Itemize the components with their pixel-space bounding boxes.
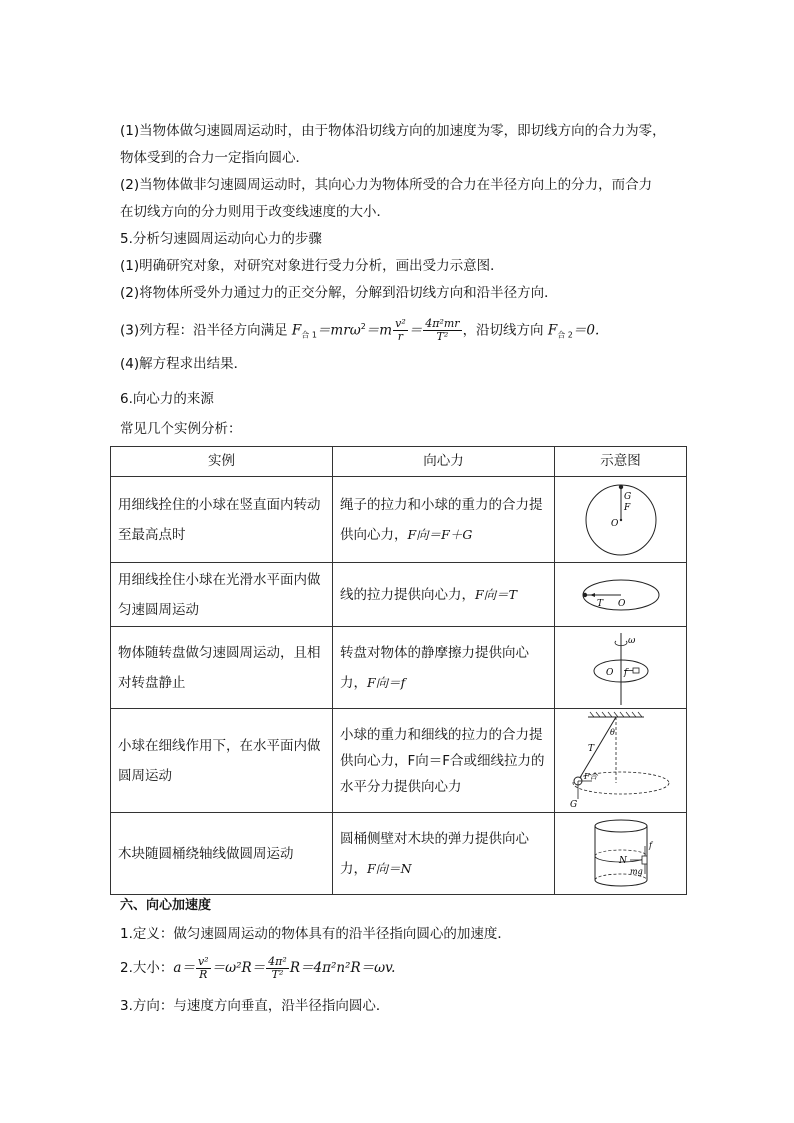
formula-part: ＝mrω — [316, 322, 361, 339]
section-title-acceleration: 六、向心加速度 — [120, 898, 212, 913]
diagram-cell — [555, 563, 687, 627]
force-cell — [333, 477, 555, 563]
fraction-numerator: 4π²mr — [425, 317, 460, 330]
conical-pendulum-diagram — [566, 711, 676, 811]
header-force: 向心力 — [333, 447, 555, 477]
table-row — [111, 563, 687, 627]
paragraph-1b: 物体受到的合力一定指向圆心． — [120, 150, 309, 166]
fraction — [393, 318, 408, 343]
fraction-numerator: v² — [395, 317, 406, 330]
label-t: T — [596, 598, 603, 609]
magnitude-prefix: 2.大小： — [120, 960, 174, 976]
force-formula: F向＝f — [367, 674, 406, 690]
force-text: 小球的重力和细线的拉力的合力提供向心力，F向＝F合或细线拉力的水平分力提供向心力 — [340, 726, 545, 795]
turntable-diagram — [586, 629, 656, 707]
step-3 — [120, 314, 599, 349]
label-mg: mg — [629, 866, 643, 876]
fraction-numerator: v² — [197, 954, 209, 968]
step-2: (2)将物体所受外力通过力的正交分解，分解到沿切线方向和沿半径方向． — [120, 285, 558, 301]
diagram-cell — [555, 813, 687, 895]
force-text: 转盘对物体的静摩擦力提供向心力， — [340, 644, 529, 691]
example-cell: 小球在细线作用下，在水平面内做圆周运动 — [111, 709, 333, 813]
label-o: O — [617, 598, 625, 609]
label-g: G — [623, 491, 631, 502]
cylinder-diagram — [586, 816, 656, 892]
label-omega: ω — [627, 635, 635, 646]
fraction — [423, 318, 461, 343]
formula-part: ＝ω²R＝ — [211, 960, 266, 976]
label-o: O — [605, 667, 613, 678]
force-text: 绳子的拉力和小球的重力的合力提供向心力， — [340, 496, 543, 543]
force-formula: F向＝F＋G — [407, 526, 473, 542]
fraction — [266, 956, 289, 981]
label-g: G — [569, 799, 577, 810]
step-1: (1)明确研究对象，对研究对象进行受力分析，画出受力示意图． — [120, 258, 504, 274]
label-f: f — [623, 667, 627, 678]
acceleration-definition: 1.定义：做匀速圆周运动的物体具有的沿半径指向圆心的加速度． — [120, 926, 511, 942]
example-cell: 物体随转盘做匀速圆周运动，且相对转盘静止 — [111, 627, 333, 709]
force-formula: F向＝N — [367, 860, 412, 876]
formula-part: ＝m — [365, 322, 393, 339]
horizontal-circle-diagram — [578, 575, 664, 615]
table-row — [111, 813, 687, 895]
table-row — [111, 709, 687, 813]
table-row — [111, 477, 687, 563]
step-3-prefix: (3)列方程：沿半径方向满足 — [120, 322, 292, 339]
example-cell: 用细线拴住的小球在竖直面内转动至最高点时 — [111, 477, 333, 563]
subscript: 合 2 — [557, 330, 573, 340]
section-6-intro: 常见几个实例分析： — [120, 421, 242, 437]
label-f-net: F合 — [583, 771, 598, 781]
header-diagram: 示意图 — [555, 447, 687, 477]
label-t: T — [587, 743, 594, 754]
table-row — [111, 627, 687, 709]
acceleration-magnitude — [120, 955, 395, 981]
fraction — [196, 956, 211, 981]
formula-part: R＝4π²n²R＝ωv. — [289, 960, 396, 976]
force-symbol: F — [291, 322, 302, 339]
example-cell: 用细线拴住小球在光滑水平面内做匀速圆周运动 — [111, 563, 333, 627]
force-cell — [333, 813, 555, 895]
force-text: 线的拉力提供向心力， — [340, 586, 475, 603]
formula-part: ＝ — [408, 322, 423, 339]
step-4: (4)解方程求出结果． — [120, 356, 248, 372]
diagram-cell — [555, 627, 687, 709]
fraction-denominator: R — [199, 967, 208, 981]
force-cell — [333, 627, 555, 709]
force-cell — [333, 709, 555, 813]
label-theta: θ — [609, 727, 615, 737]
formula-part: ＝0. — [572, 322, 600, 339]
subscript: 合 1 — [301, 330, 317, 340]
vertical-circle-diagram — [581, 482, 661, 558]
force-formula: F向＝T — [475, 586, 518, 602]
superscript: 2 — [360, 322, 366, 331]
example-cell: 木块随圆桶绕轴线做圆周运动 — [111, 813, 333, 895]
header-example: 实例 — [111, 447, 333, 477]
label-o: O — [610, 518, 618, 529]
section-5-title: 5.分析匀速圆周运动向心力的步骤 — [120, 231, 322, 247]
fraction-denominator: T² — [436, 330, 449, 343]
fraction-numerator: 4π² — [268, 954, 287, 968]
formula-part: a＝ — [173, 960, 195, 976]
table-header-row — [111, 447, 687, 477]
force-text: 圆桶侧壁对木块的弹力提供向心力， — [340, 830, 529, 877]
diagram-cell — [555, 709, 687, 813]
diagram-cell — [555, 477, 687, 563]
section-6-title: 6.向心力的来源 — [120, 391, 214, 407]
acceleration-direction: 3.方向：与速度方向垂直，沿半径指向圆心． — [120, 998, 390, 1014]
label-f: F — [623, 502, 630, 513]
fraction-denominator: r — [397, 330, 404, 343]
label-n: N — [618, 855, 627, 866]
examples-table — [110, 446, 687, 895]
paragraph-1a: (1)当物体做匀速圆周运动时，由于物体沿切线方向的加速度为零，即切线方向的合力为零， — [120, 123, 666, 139]
paragraph-2b: 在切线方向的分力则用于改变线速度的大小． — [120, 204, 390, 220]
force-symbol: F — [547, 322, 558, 339]
fraction-denominator: T² — [271, 967, 284, 981]
paragraph-2a: (2)当物体做非匀速圆周运动时，其向心力为物体所受的合力在半径方向上的分力，而合力 — [120, 177, 653, 193]
label-f: f — [648, 840, 652, 850]
force-cell — [333, 563, 555, 627]
step-3-middle: ，沿切线方向 — [462, 322, 548, 339]
